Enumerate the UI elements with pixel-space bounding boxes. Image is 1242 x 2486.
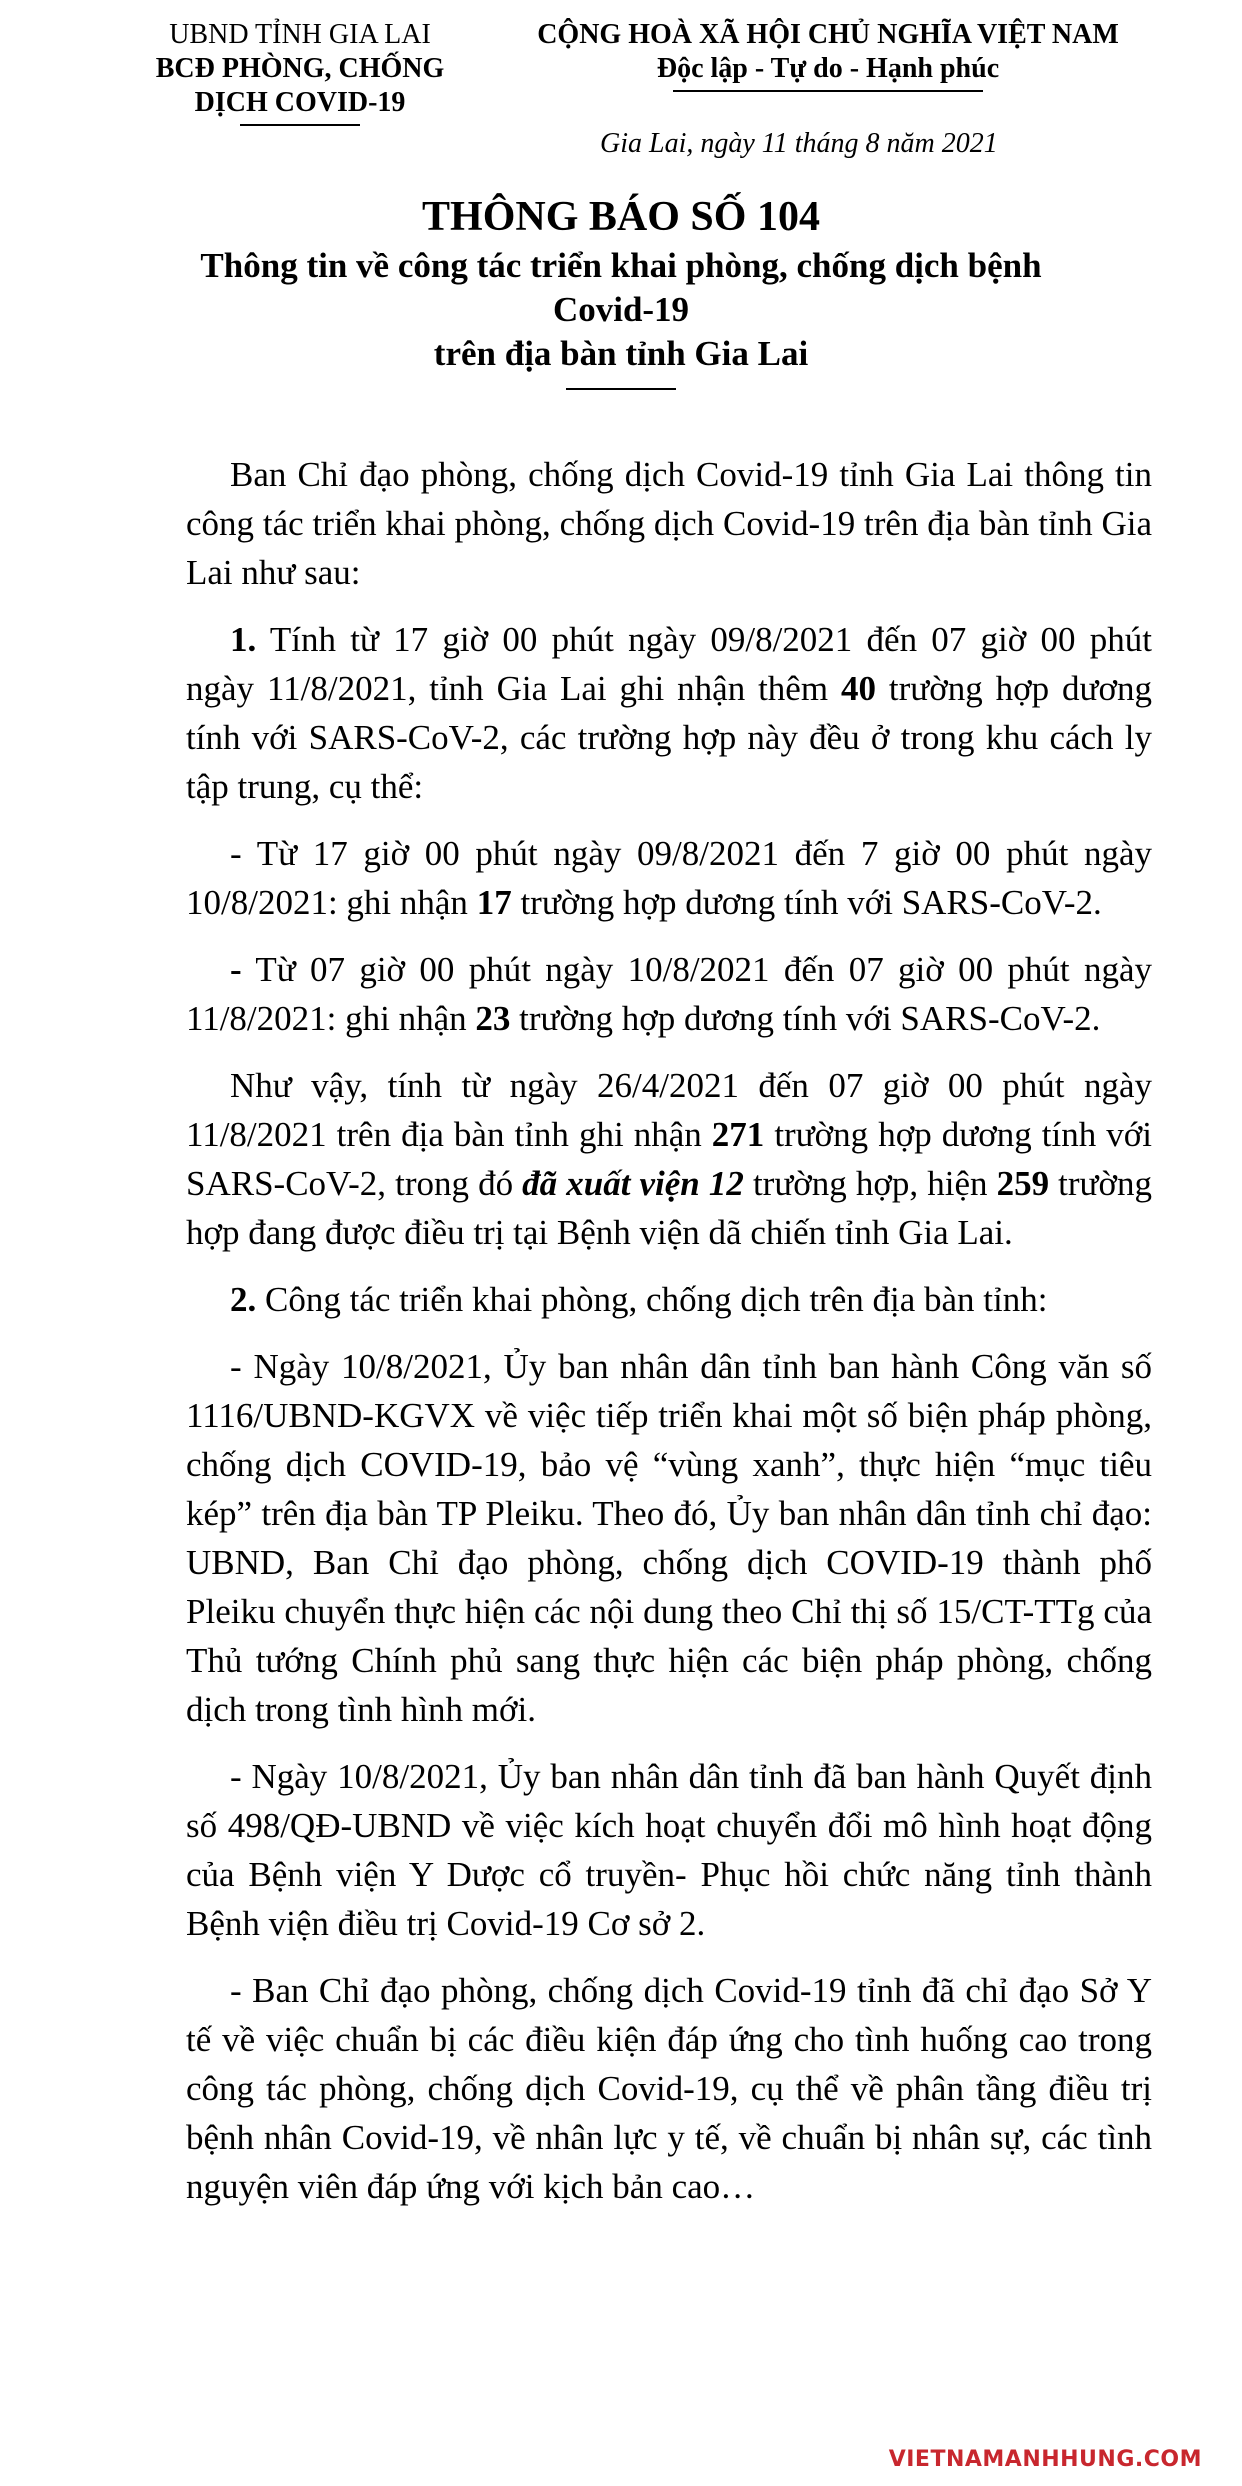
issuing-authority	[130, 18, 470, 126]
paragraph-section-2: 2. Công tác triển khai phòng, chống dịch trên địa bàn tỉnh:	[230, 1280, 1048, 1319]
motto: Độc lập - Tự do - Hạnh phúc	[656, 53, 1000, 84]
country-name: CỘNG HOÀ XÃ HỘI CHỦ NGHĨA VIỆT NAM	[537, 19, 1119, 50]
paragraph-item-1: - Ngày 10/8/2021, Ủy ban nhân dân tỉnh ban hành Công văn số 1116/UBND-KGVX về việc tiếp triển khai một số biện pháp phòng, chống dịch COVID-19, bảo vệ “vùng xanh”, thực hiện “mục tiêu kép” trên địa bàn TP Pleiku. Theo đó, Ủy ban nhân dân tỉnh chỉ đạo: UBND, Ban Chỉ đạo phòng, chống dịch COVID-19 thành phố Pleiku chuyển thực hiện các nội dung theo Chỉ thị số 15/CT-TTg của Thủ tướng Chính phủ sang thực hiện các biện pháp phòng, chống dịch trong tình hình mới.	[186, 1347, 1152, 1729]
authority-line-2: BCĐ PHÒNG, CHỐNG	[155, 53, 445, 84]
paragraph-intro: Ban Chỉ đạo phòng, chống dịch Covid-19 tỉnh Gia Lai thông tin công tác triển khai phòng, chống dịch Covid-19 trên địa bàn tỉnh Gia Lai như sau:	[186, 455, 1152, 592]
treating-count: 259	[996, 1164, 1050, 1203]
title-underline	[566, 388, 676, 390]
document-body	[186, 450, 1152, 2229]
motto-underline	[673, 90, 983, 92]
paragraph-period-1: - Từ 17 giờ 00 phút ngày 09/8/2021 đến 7 giờ 00 phút ngày 10/8/2021: ghi nhận 17 trường hợp dương tính với SARS-CoV-2.	[186, 834, 1152, 922]
new-cases-count: 40	[840, 669, 876, 708]
paragraph-summary: Như vậy, tính từ ngày 26/4/2021 đến 07 giờ 00 phút ngày 11/8/2021 trên địa bàn tỉnh ghi nhận 271 trường hợp dương tính với SARS-CoV-2, trong đó đã xuất viện 12 trường hợp, hiện 259 trường hợp đang được điều trị tại Bệnh viện dã chiến tỉnh Gia Lai.	[186, 1066, 1153, 1252]
period-1-count: 17	[476, 883, 512, 922]
title-line-1: Thông tin về công tác triển khai phòng, chống dịch bệnh	[200, 246, 1042, 285]
title-line-3: trên địa bàn tỉnh Gia Lai	[433, 334, 809, 373]
document-title	[80, 190, 1162, 390]
section-number: 2.	[230, 1280, 257, 1319]
authority-underline	[240, 124, 360, 126]
section-number: 1.	[230, 620, 257, 659]
paragraph-item-3: - Ban Chỉ đạo phòng, chống dịch Covid-19 tỉnh đã chỉ đạo Sở Y tế về việc chuẩn bị các điều kiện đáp ứng cho tình huống cao trong công tác phòng, chống dịch Covid-19, cụ thể về phân tầng điều trị bệnh nhân Covid-19, về nhân lực y tế, về chuẩn bị nhân sự, các tình nguyện viên đáp ứng với kịch bản cao…	[186, 1971, 1152, 2206]
document-date: Gia Lai, ngày 11 tháng 8 năm 2021	[600, 128, 998, 159]
paragraph-section-1: 1. Tính từ 17 giờ 00 phút ngày 09/8/2021 đến 07 giờ 00 phút ngày 11/8/2021, tỉnh Gia Lai ghi nhận thêm 40 trường hợp dương tính với SARS-CoV-2, các trường hợp này đều ở trong khu cách ly tập trung, cụ thể:	[186, 620, 1153, 806]
title-main: THÔNG BÁO SỐ 104	[422, 194, 820, 240]
authority-line-1: UBND TỈNH GIA LAI	[169, 19, 431, 50]
paragraph-item-2: - Ngày 10/8/2021, Ủy ban nhân dân tỉnh đã ban hành Quyết định số 498/QĐ-UBND về việc kích hoạt chuyển đổi mô hình hoạt động của Bệnh viện Y Dược cổ truyền- Phục hồi chức năng tỉnh thành Bệnh viện điều trị Covid-19 Cơ sở 2.	[186, 1757, 1152, 1943]
paragraph-period-2: - Từ 07 giờ 00 phút ngày 10/8/2021 đến 07 giờ 00 phút ngày 11/8/2021: ghi nhận 23 trường hợp dương tính với SARS-CoV-2.	[186, 950, 1152, 1038]
title-line-2: Covid-19	[552, 290, 690, 329]
period-2-count: 23	[475, 999, 511, 1038]
national-motto	[478, 18, 1178, 92]
discharged-count: đã xuất viện 12	[522, 1164, 744, 1203]
authority-line-3: DỊCH COVID-19	[194, 87, 406, 118]
site-watermark: VIETNAMANHHUNG.COM	[888, 2447, 1202, 2472]
total-cases: 271	[711, 1115, 765, 1154]
